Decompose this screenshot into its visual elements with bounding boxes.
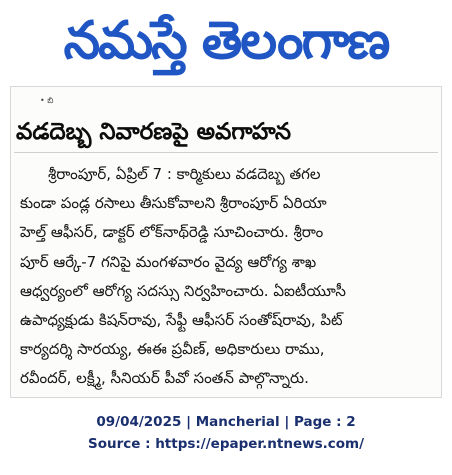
article-line: హెల్త్ ఆఫీసర్, డాక్టర్ లోక్‌నాథ్‌రెడ్డి సూచించారు. శ్రీరాం: [20, 223, 324, 242]
article-headline: వడదెబ్బ నివారణపై అవగాహన: [16, 119, 292, 145]
article-line: ఉపాధ్యక్షుడు కిషన్‌రావు, సేఫ్టీ ఆఫీసర్ సంతోష్‌రావు, పిట్: [20, 310, 343, 329]
article-body: [20, 160, 434, 394]
article-line: శ్రీరాంపూర్, ఏప్రిల్ 7 : కార్మికులు వడదెబ్బ తగల: [48, 165, 321, 183]
article-line: కార్యదర్శి సారయ్య, ఈఈ ప్రవీణ్, అధికారులు రాము,: [20, 340, 325, 359]
newspaper-masthead-logo: నమస్తే తెలంగాణ: [63, 11, 389, 71]
edition-date-page: 09/04/2025 | Mancherial | Page : 2: [96, 414, 356, 430]
article-line: ఆధ్వర్యంలో ఆరోగ్య సదస్సు నిర్వహించారు. ఏఐటీయూసీ: [20, 281, 346, 300]
article-line: రవీందర్, లక్ష్మీ, సీనియర్ పీవో సంతన్ పాల్గొన్నారు.: [20, 369, 309, 388]
article-line: పూర్ ఆర్కే-7 గనిపై మంగళవారం వైద్య ఆరోగ్య శాఖ: [20, 252, 317, 271]
source-url: Source : https://epaper.ntnews.com/: [87, 436, 365, 452]
source-info: [0, 436, 452, 452]
edition-info: [0, 414, 452, 430]
article-line: కుండా పండ్ల రసాలు తీసుకోవాలని శ్రీరాంపూర్ ఏరియా: [20, 194, 327, 213]
page-marker: • బి: [40, 96, 54, 105]
headline-divider: [14, 152, 438, 153]
